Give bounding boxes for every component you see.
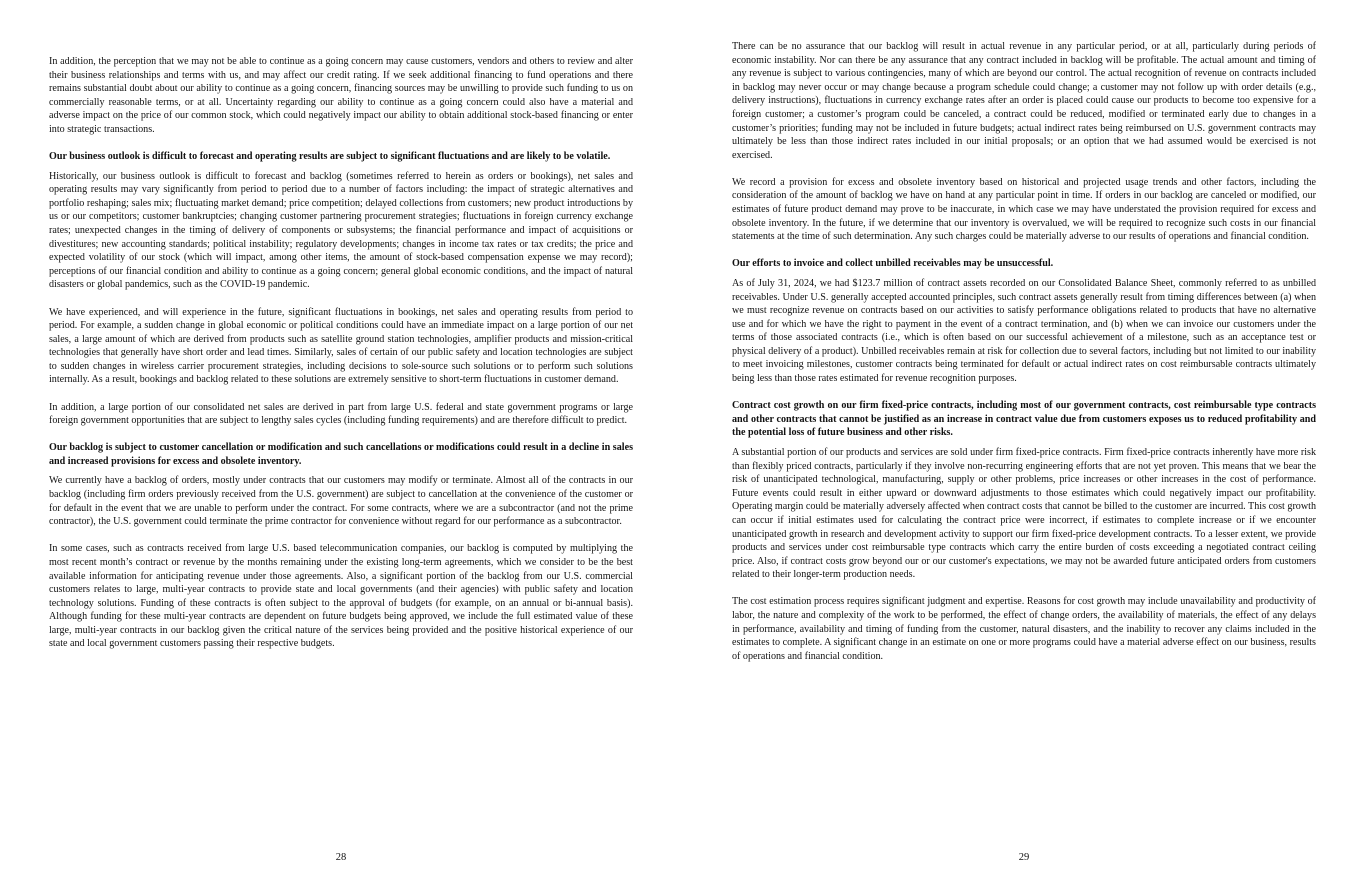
- page-29-body: [732, 40, 1316, 677]
- paragraph-going-concern-perception: In addition, the perception that we may not be able to continue as a going concern may cause customers, vendors and others to review and alter their business relationships and terms with us, and may affect our credit rating. If we seek additional financing to fund operations and there remains substantial doubt about our ability to continue as a going concern, financing sources may be unwilling to provide such funding to us on commercially reasonable terms, or at all. Uncertainty regarding our ability to continue as a going concern could also have a material and adverse impact on the price of our common stock, which could negatively impact our ability to obtain additional stock-based financing or enter into strategic transactions.: [49, 56, 633, 135]
- paragraph-inventory-provision: We record a provision for excess and obsolete inventory based on historical and projected usage trends and other factors, including the consideration of the amount of backlog we have on hand at any particular point in time. If orders in our backlog are canceled or modified, our estimates of future product demand may prove to be inaccurate, in which case we may have understated the provision required for excess and obsolete inventory. In the future, if we determine that our inventory is overvalued, we will be required to recognize such costs in our financial statements at the time of such determination. Any such charges could be materially adverse to our results of operations and financial condition.: [732, 176, 1316, 243]
- page-number-29: 29: [1018, 852, 1030, 863]
- heading-backlog-cancellation: Our backlog is subject to customer cancellation or modification and such cancellations or modifications could result in a decline in sales and increased provisions for excess and obsolete inventory.: [49, 442, 633, 467]
- paragraph-backlog-assurance: There can be no assurance that our backlog will result in actual revenue in any particular period, or at all, particularly during periods of economic instability. Nor can there be any assurance that any contract included in backlog will be profitable. The actual amount and timing of any revenue is subject to various contingencies, many of which are beyond our control. The actual recognition of revenue on contracts included in backlog may never occur or may change because a program schedule could change; a customer may not follow up with order details (e.g., delivery instructions), fluctuations in currency exchange rates after an order is placed could cause our products to become too expensive for a foreign customer; a customer’s program could be canceled, a contract could be reduced, modified or terminated early due to changes in a customer’s priorities; funding may not be included in future budgets; actual indirect rates being reimbursed on U.S. government contracts may ultimately be less than those indirect rates included in our initial proposals; or an option that we had assumed would be exercised is not exercised.: [732, 41, 1316, 161]
- page-29: [682, 0, 1365, 889]
- paragraph-backlog-computation: In some cases, such as contracts received from large U.S. based telecommunication companies, our backlog is computed by multiplying the most recent month’s contract or revenue by the months remaining under the existing long-term agreements, which we consider to be the best available information for anticipating revenue under those agreements. Also, a significant portion of the backlog from our U.S. commercial customers relates to large, multi-year contracts to provide state and local governments (and their agencies) with public safety and location technology solutions. Funding of these contracts is often subject to the approval of budgets (for example, on an annual or bi-annual basis). Although funding for these multi-year contracts are dependent on future budgets being approved, we include the full estimated value of these large, multi-year contracts in our backlog given the critical nature of the services being provided and the positive historical experience of our state and local government customers passing their respective budgets.: [49, 543, 633, 650]
- paragraph-fixed-price-contracts: A substantial portion of our products and services are sold under firm fixed-price contracts. Firm fixed-price contracts inherently have more risk than flexibly priced contracts, particularly if they involve non-recurring engineering efforts that are not yet proven. This means that we bear the risk of unanticipated technological, manufacturing, supply or other problems, price increases or other increases in the cost of performance. Future events could result in either upward or downward adjustments to those estimates which could negatively impact our profitability. Operating margin could be materially adversely affected when contract costs that cannot be billed to the customer are incurred. This cost growth can occur if initial estimates used for calculating the contract price were incorrect, if estimates to complete increase or if we encounter unanticipated growth in research and development activity to support our firm fixed-price development contracts. To a lesser extent, we provide products and services under cost reimbursable type contracts which carry the entire burden of costs exceeding a negotiated contract ceiling price. Also, if contract costs grow beyond our or our customer's expectations, we may not be awarded future anticipated orders from customers related to their longer-term production needs.: [732, 446, 1316, 581]
- paragraph-historical-outlook: Historically, our business outlook is difficult to forecast and backlog (sometimes referred to herein as orders or bookings), net sales and operating results may vary significantly from period to period due to a number of factors including: the impact of strategic alternatives and portfolio reshaping; sales mix; fluctuating market demand; price competition; delayed collections from customers; new product introductions by us or our competitors; customer bankruptcies; changing customer partnering procurement strategies; fluctuations in foreign currency exchange rates; unexpected changes in the timing of delivery of components or subsystems; the financial performance and impact of acquisitions or divestitures; new accounting standards; political instability; regulatory developments; changes in income tax rates or tax credits; the price and expected volatility of our stock (which will impact, among other items, the amount of stock-based compensation expense we may record); perceptions of our financial condition and ability to continue as a going concern; general global economic conditions, and the impact of natural disasters or global pandemics, such as the COVID-19 pandemic.: [49, 170, 633, 291]
- heading-business-outlook: Our business outlook is difficult to forecast and operating results are subject to significant fluctuations and are likely to be volatile.: [49, 151, 611, 163]
- paragraph-backlog-orders: We currently have a backlog of orders, mostly under contracts that our customers may modify or terminate. Almost all of the contracts in our backlog (including firm orders previously received from the U.S. government) are subject to cancellation at the convenience of the customer or for default in the event that we are unable to perform under the contract. For some contracts, where we are a subcontractor (and not the prime contractor), the U.S. government could terminate the prime contractor for convenience without regard for our performance as a subcontractor.: [49, 475, 633, 528]
- paragraph-contract-assets: As of July 31, 2024, we had $123.7 million of contract assets recorded on our Consolidated Balance Sheet, commonly referred to as unbilled receivables. Under U.S. generally accepted accounted principles, such contract assets generally result from timing differences between (a) when we must recognize revenue on contracts based on our activities to satisfy performance obligations related to products that have no alternative use and for which we have the right to payment in the event of a contract termination, and (b) when we can invoice our customers under the terms of those associated contracts (i.e., which is often based on our successful achievement of a milestone, such as an acceptance test or physical delivery of a product). Unbilled receivables remain at risk for collection due to several factors, including but not limited to our inability to meet invoicing milestones, customer contracts being terminated for default or actual indirect rates on cost reimbursable contracts ultimately being less than those rates estimated for revenue recognition purposes.: [732, 277, 1316, 385]
- page-number-28: 28: [335, 852, 347, 863]
- heading-unbilled-receivables: Our efforts to invoice and collect unbilled receivables may be unsuccessful.: [732, 258, 1054, 270]
- page-28-body: [49, 55, 633, 665]
- paragraph-cost-estimation: The cost estimation process requires significant judgment and expertise. Reasons for cost growth may include unavailability and productivity of labor, the nature and complexity of the work to be performed, the effect of change orders, the availability of materials, the effect of any delays in performance, availability and timing of funding from the customer, natural disasters, and the inability to recover any claims included in the estimates to complete. A significant change in an estimate on one or more programs could have a material adverse effect on our business, results of operations and financial condition.: [732, 596, 1316, 662]
- heading-contract-cost-growth: Contract cost growth on our firm fixed-price contracts, including most of our government contracts, cost reimbursable type contracts and other contracts that cannot be justified as an increase in contract value due from customers exposes us to reduced profitability and the potential loss of future business and other risks.: [732, 400, 1316, 439]
- page-28: [0, 0, 682, 889]
- paragraph-fluctuations: We have experienced, and will experience in the future, significant fluctuations in bookings, net sales and operating results from period to period. For example, a sudden change in global economic or political conditions could have an immediate impact on a large portion of our net sales, a large amount of which are derived from products such as satellite ground station technologies, amplifier products and mission-critical technologies that generally have short order and lead times. Similarly, sales of certain of our public safety and location technologies are subject to sudden changes in wireless carrier procurement strategies, including decisions to sole-source such solutions or to perform such solutions internally. As a result, bookings and backlog related to these solutions are extremely sensitive to short-term fluctuations in customer demand.: [49, 306, 633, 386]
- paragraph-government-programs: In addition, a large portion of our consolidated net sales are derived in part from large U.S. federal and state government programs or large foreign government opportunities that are subject to lengthy sales cycles (including funding requirements) and are therefore difficult to predict.: [49, 401, 633, 427]
